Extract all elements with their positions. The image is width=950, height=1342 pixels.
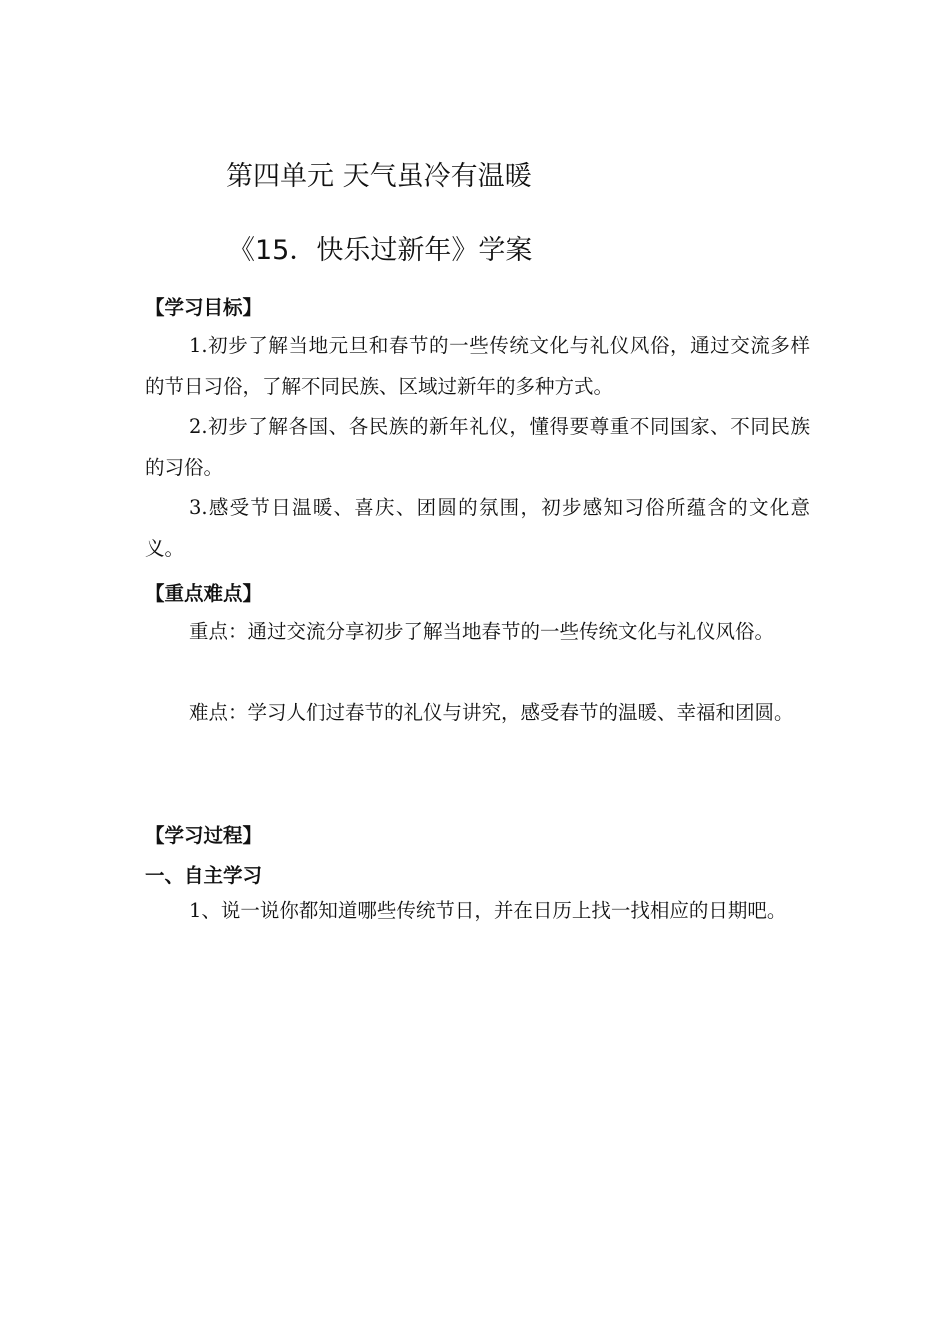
unit-title: 第四单元 天气虽冷有温暖 xyxy=(226,161,532,192)
self-study-heading: 一、自主学习 xyxy=(145,864,263,887)
process-heading: 【学习过程】 xyxy=(145,824,263,847)
key-point-focus: 重点：通过交流分享初步了解当地春节的一些传统文化与礼仪风俗。 xyxy=(189,620,775,643)
objectives-heading: 【学习目标】 xyxy=(145,296,263,319)
objective-item-3: 3.感受节日温暖、喜庆、团圆的氛围，初步感知习俗所蕴含的文化意义。 xyxy=(145,496,810,560)
objective-item-1: 1.初步了解当地元旦和春节的一些传统文化与礼仪风俗，通过交流多样的节日习俗，了解不同民族、区域过新年的多种方式。 xyxy=(145,334,810,398)
lesson-title: 《15．快乐过新年》学案 xyxy=(228,235,533,266)
objective-item-2: 2.初步了解各国、各民族的新年礼仪，懂得要尊重不同国家、不同民族的习俗。 xyxy=(145,415,810,479)
key-points-heading: 【重点难点】 xyxy=(145,582,263,605)
key-point-difficulty: 难点：学习人们过春节的礼仪与讲究，感受春节的温暖、幸福和团圆。 xyxy=(189,701,794,724)
task-item-1: 1、说一说你都知道哪些传统节日，并在日历上找一找相应的日期吧。 xyxy=(189,899,787,922)
